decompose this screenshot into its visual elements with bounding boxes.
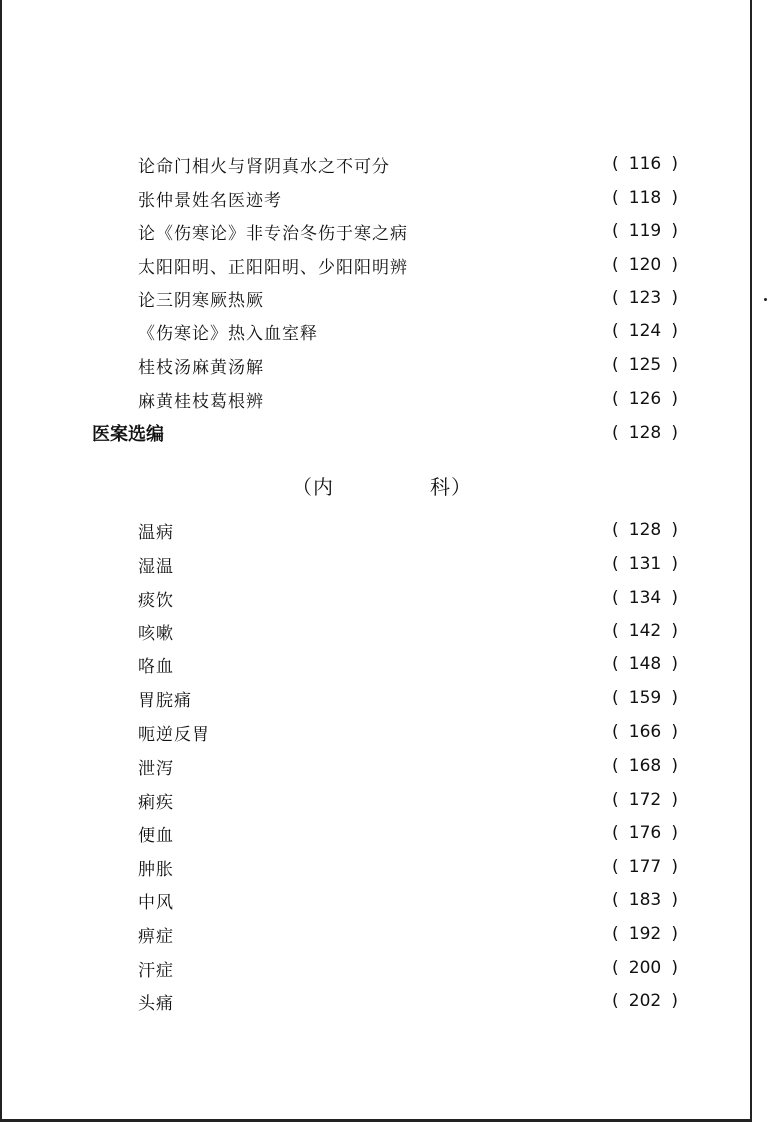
dot-leader <box>194 684 610 712</box>
toc-entry-title: 泄泻 <box>138 758 174 779</box>
toc-entry[interactable] <box>138 516 678 544</box>
toc-entry[interactable] <box>138 987 678 1015</box>
toc-entry-title: 痢疾 <box>138 792 174 813</box>
toc-entry[interactable] <box>138 684 678 712</box>
toc-entry-title: 咯血 <box>138 656 174 677</box>
dot-leader <box>176 920 610 948</box>
toc-entry-title: 肿胀 <box>138 859 174 880</box>
toc-entry-title: 论命门相火与肾阴真水之不可分 <box>138 156 390 177</box>
dot-leader <box>176 886 610 914</box>
dot-leader <box>176 853 610 881</box>
dot-leader <box>176 819 610 847</box>
dot-leader <box>176 516 610 544</box>
toc-entry-title: 温病 <box>138 522 174 543</box>
toc-entry-page: ( 183 ) <box>612 890 678 910</box>
toc-entry[interactable] <box>138 786 678 814</box>
dot-leader <box>176 752 610 780</box>
toc-entry-page: ( 200 ) <box>612 958 678 978</box>
toc-entry[interactable] <box>138 718 678 746</box>
toc-entry-page: ( 123 ) <box>612 288 678 308</box>
toc-entry-page: ( 142 ) <box>612 621 678 641</box>
toc-entry-page: ( 176 ) <box>612 823 678 843</box>
dot-leader <box>410 217 610 245</box>
dot-leader <box>392 150 610 178</box>
toc-entry-page: ( 124 ) <box>612 321 678 341</box>
toc-entry-title: 论三阴寒厥热厥 <box>138 290 264 311</box>
toc-entry[interactable] <box>138 317 678 345</box>
dot-leader <box>266 385 610 413</box>
toc-entry-title: 痰饮 <box>138 590 174 611</box>
toc-entry-title: 中风 <box>138 892 174 913</box>
toc-entry-title: 便血 <box>138 825 174 846</box>
toc-entry[interactable] <box>138 284 678 312</box>
toc-entry[interactable] <box>138 184 678 212</box>
dot-leader <box>266 284 610 312</box>
toc-section-title: 医案选编 <box>92 424 164 445</box>
toc-entry[interactable] <box>138 617 678 645</box>
toc-entry-title: 论《伤寒论》非专治冬伤于寒之病 <box>138 223 408 244</box>
toc-entry-title: 咳嗽 <box>138 623 174 644</box>
toc-entry[interactable] <box>138 954 678 982</box>
dot-leader <box>176 650 610 678</box>
toc-entry-page: ( 118 ) <box>612 188 678 208</box>
toc-entry-title: 胃脘痛 <box>138 690 192 711</box>
dot-leader <box>284 184 610 212</box>
toc-entry[interactable] <box>138 584 678 612</box>
toc-entry[interactable] <box>138 853 678 881</box>
dot-leader <box>320 317 610 345</box>
toc-entry-title: 呃逆反胃 <box>138 724 210 745</box>
toc-entry-page: ( 119 ) <box>612 221 678 241</box>
toc-entry[interactable] <box>138 385 678 413</box>
toc-entry-page: ( 192 ) <box>612 924 678 944</box>
toc-entry-title: 麻黄桂枝葛根辨 <box>138 391 264 412</box>
toc-entry-page: ( 177 ) <box>612 857 678 877</box>
toc-entry-title: 太阳阳明、正阳阳明、少阳阳明辨 <box>138 257 408 278</box>
toc-entry[interactable] <box>138 217 678 245</box>
toc-entry[interactable] <box>138 150 678 178</box>
toc-entry-title: 桂枝汤麻黄汤解 <box>138 357 264 378</box>
dot-leader <box>176 954 610 982</box>
toc-entry-page: ( 168 ) <box>612 756 678 776</box>
toc-entry-page: ( 148 ) <box>612 654 678 674</box>
toc-entry[interactable] <box>138 886 678 914</box>
toc-entry-page: ( 159 ) <box>612 688 678 708</box>
toc-entry-title: 汗症 <box>138 960 174 981</box>
toc-entry[interactable] <box>138 819 678 847</box>
toc-entry-title: 张仲景姓名医迹考 <box>138 190 282 211</box>
toc-entry[interactable] <box>138 920 678 948</box>
toc-entry-page: ( 166 ) <box>612 722 678 742</box>
toc-entry-title: 头痛 <box>138 993 174 1014</box>
dot-leader <box>176 584 610 612</box>
dot-leader <box>266 351 610 379</box>
subsection-heading <box>292 470 472 500</box>
toc-entry-page: ( 128 ) <box>612 520 678 540</box>
subsection-heading-open: （内 <box>292 474 334 499</box>
toc-entry-title: 湿温 <box>138 556 174 577</box>
dot-leader <box>176 550 610 578</box>
toc-entry-page: ( 134 ) <box>612 588 678 608</box>
toc-entry-page: ( 131 ) <box>612 554 678 574</box>
dot-leader <box>166 419 610 447</box>
toc-entry-title: 痹症 <box>138 926 174 947</box>
toc-entry-page: ( 116 ) <box>612 154 678 174</box>
dot-leader <box>212 718 610 746</box>
dot-leader <box>176 786 610 814</box>
toc-entry[interactable] <box>138 550 678 578</box>
toc-section-entry[interactable] <box>92 419 678 447</box>
toc-entry-page: ( 172 ) <box>612 790 678 810</box>
toc-section-page: ( 128 ) <box>612 423 678 443</box>
toc-entry-page: ( 126 ) <box>612 389 678 409</box>
toc-entry[interactable] <box>138 752 678 780</box>
toc-entry[interactable] <box>138 251 678 279</box>
dot-leader <box>176 617 610 645</box>
toc-entry-page: ( 202 ) <box>612 991 678 1011</box>
dot-leader <box>410 251 610 279</box>
toc-entry[interactable] <box>138 351 678 379</box>
toc-entry-page: ( 125 ) <box>612 355 678 375</box>
toc-entry-page: ( 120 ) <box>612 255 678 275</box>
toc-entry-title: 《伤寒论》热入血室释 <box>138 323 318 344</box>
toc-entry[interactable] <box>138 650 678 678</box>
subsection-heading-close: 科） <box>430 474 472 499</box>
dot-leader <box>176 987 610 1015</box>
